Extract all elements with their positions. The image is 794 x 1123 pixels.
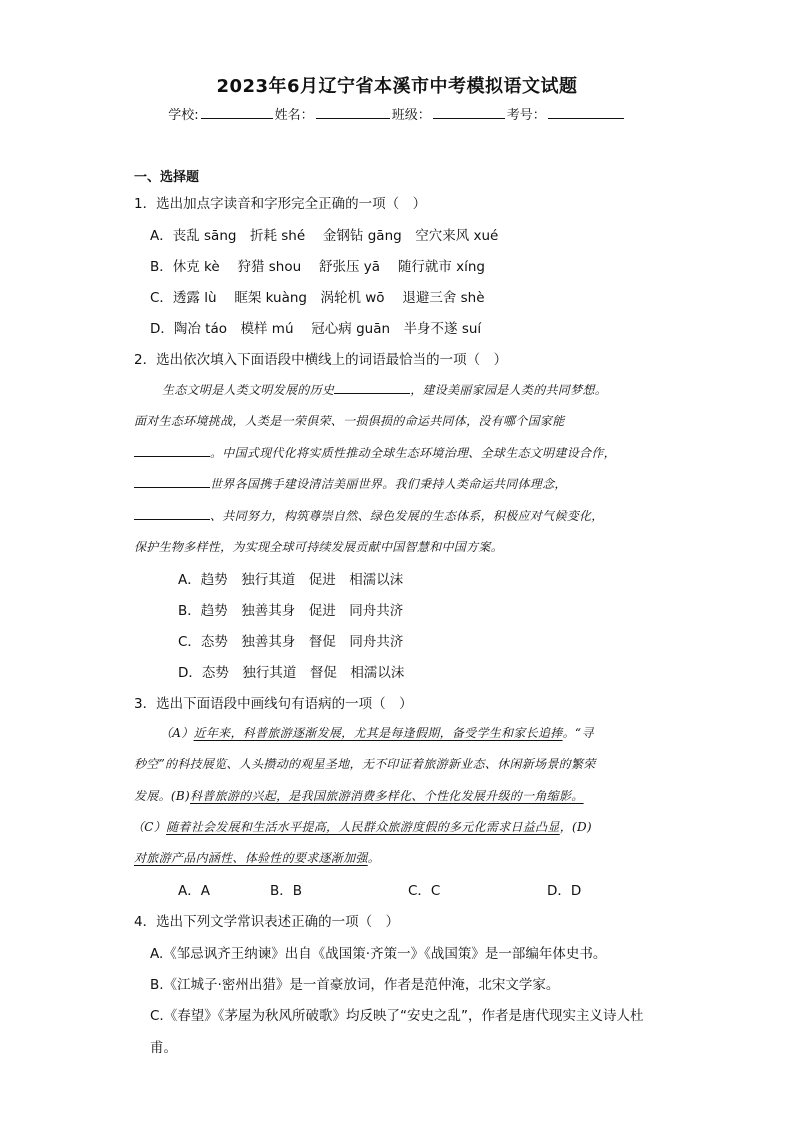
q1-option-d: D．陶冶 táo 模样 mú 冠心病 guān 半身不遂 suí — [150, 321, 482, 337]
q3-label-a: （A） — [160, 726, 194, 740]
fill-blank — [334, 382, 410, 394]
q2-passage-text: 、共同努力，构筑尊崇自然、绿色发展的生态体系，积极应对气候变化， — [210, 509, 604, 523]
q4-stem: 4．选出下列文学常识表述正确的一项（ ） — [134, 914, 400, 930]
school-label: 学校: — [168, 108, 199, 123]
q3-option-d: D．D — [547, 883, 582, 899]
student-info-row — [0, 104, 794, 123]
q2-option-a: A．趋势 独行其道 促进 相濡以沫 — [178, 572, 404, 588]
q2-passage-line: 面对生态环境挑战，人类是一荣俱荣、一损俱损的命运共同体，没有哪个国家能 — [134, 414, 565, 428]
q2-option-d: D．态势 独行其道 督促 相濡以沫 — [178, 665, 405, 681]
q3-passage-text: 。“寻 — [562, 726, 594, 740]
q3-option-a: A．A — [178, 883, 210, 899]
name-blank — [316, 106, 390, 119]
q3-option-c: C．C — [408, 883, 441, 899]
q3-label-b: 发展。(B) — [134, 789, 190, 803]
page-title: 2023年6月辽宁省本溪市中考模拟语文试题 — [216, 76, 578, 97]
q3-passage-text: 。 — [367, 851, 381, 865]
q2-passage-line: 保护生物多样性，为实现全球可持续发展贡献中国智慧和中国方案。 — [134, 540, 504, 554]
section-title: 一、选择题 — [134, 170, 200, 185]
q2-option-c: C．态势 独善其身 督促 同舟共济 — [178, 634, 404, 650]
q1-option-c: C．透露 lù 眶架 kuàng 涡轮机 wō 退避三舍 shè — [150, 290, 485, 306]
q2-passage-line — [162, 381, 607, 398]
fill-blank — [134, 445, 210, 457]
q3-passage-line — [160, 724, 594, 741]
q2-passage-text: 生态文明是人类文明发展的历史 — [162, 383, 335, 397]
q4-option-a: A.《邹忌讽齐王纳谏》出自《战国策·齐策一》《战国策》是一部编年体史书。 — [150, 946, 607, 962]
q2-passage-line — [134, 475, 567, 492]
q3-underlined-c: 随着社会发展和生活水平提高，人民群众旅游度假的多元化需求日益凸显 — [166, 820, 560, 834]
q3-option-b: B．B — [270, 883, 303, 899]
fill-blank — [134, 476, 210, 488]
q2-passage-line — [134, 507, 604, 524]
q1-stem: 1．选出加点字读音和字形完全正确的一项（ ） — [134, 196, 427, 212]
q3-underlined-b: 科普旅游的兴起，是我国旅游消费多样化、个性化发展升级的一角缩影。 — [189, 789, 584, 803]
school-blank — [201, 106, 273, 119]
q4-option-c: C.《春望》《茅屋为秋风所破歌》均反映了“安史之乱”，作者是唐代现实主义诗人杜 — [150, 1008, 644, 1024]
q3-label-c: （C） — [132, 820, 167, 834]
q3-passage-line — [134, 849, 380, 866]
q3-passage-line — [132, 818, 592, 835]
id-label: 考号： — [506, 108, 546, 123]
class-blank — [433, 106, 505, 119]
q2-option-b: B．趋势 独善其身 促进 同舟共济 — [178, 603, 404, 619]
q3-stem: 3．选出下面语段中画线句有语病的一项（ ） — [134, 696, 413, 712]
q1-option-a: A．丧乱 sāng 折耗 shé 金钢钻 gāng 空穴来风 xué — [150, 228, 499, 244]
q3-passage-line: 秒空”的科技展览、人头攒动的观星圣地，无不印证着旅游新业态、休闲新场景的繁荣 — [134, 757, 596, 771]
class-label: 班级： — [391, 108, 431, 123]
q4-option-b: B.《江城子·密州出猎》是一首豪放词，作者是范仲淹，北宋文学家。 — [150, 977, 560, 993]
q1-option-b: B．休克 kè 狩猎 shou 舒张压 yā 随行就市 xíng — [150, 259, 485, 275]
q2-passage-text: ，建设美丽家园是人类的共同梦想。 — [410, 383, 608, 397]
name-label: 姓名： — [274, 108, 314, 123]
q2-passage-text: 。中国式现代化将实质性推动全球生态环境治理、全球生态文明建设合作， — [210, 446, 616, 460]
fill-blank — [134, 508, 210, 520]
q2-stem: 2．选出依次填入下面语段中横线上的词语最恰当的一项（ ） — [134, 352, 508, 368]
q3-underlined-a: 近年来，科普旅游逐渐发展，尤其是每逢假期，备受学生和家长追捧 — [193, 726, 563, 740]
q2-passage-text: 世界各国携手建设清洁美丽世界。我们秉持人类命运共同体理念， — [210, 477, 567, 491]
q3-underlined-d: 对旅游产品内涵性、体验性的要求逐渐加强 — [134, 851, 368, 865]
q2-passage-line — [134, 444, 616, 461]
q4-option-c-continued: 甫。 — [150, 1040, 177, 1056]
id-blank — [548, 106, 624, 119]
q3-label-d: ，(D) — [559, 820, 592, 834]
q3-passage-line — [134, 787, 584, 804]
